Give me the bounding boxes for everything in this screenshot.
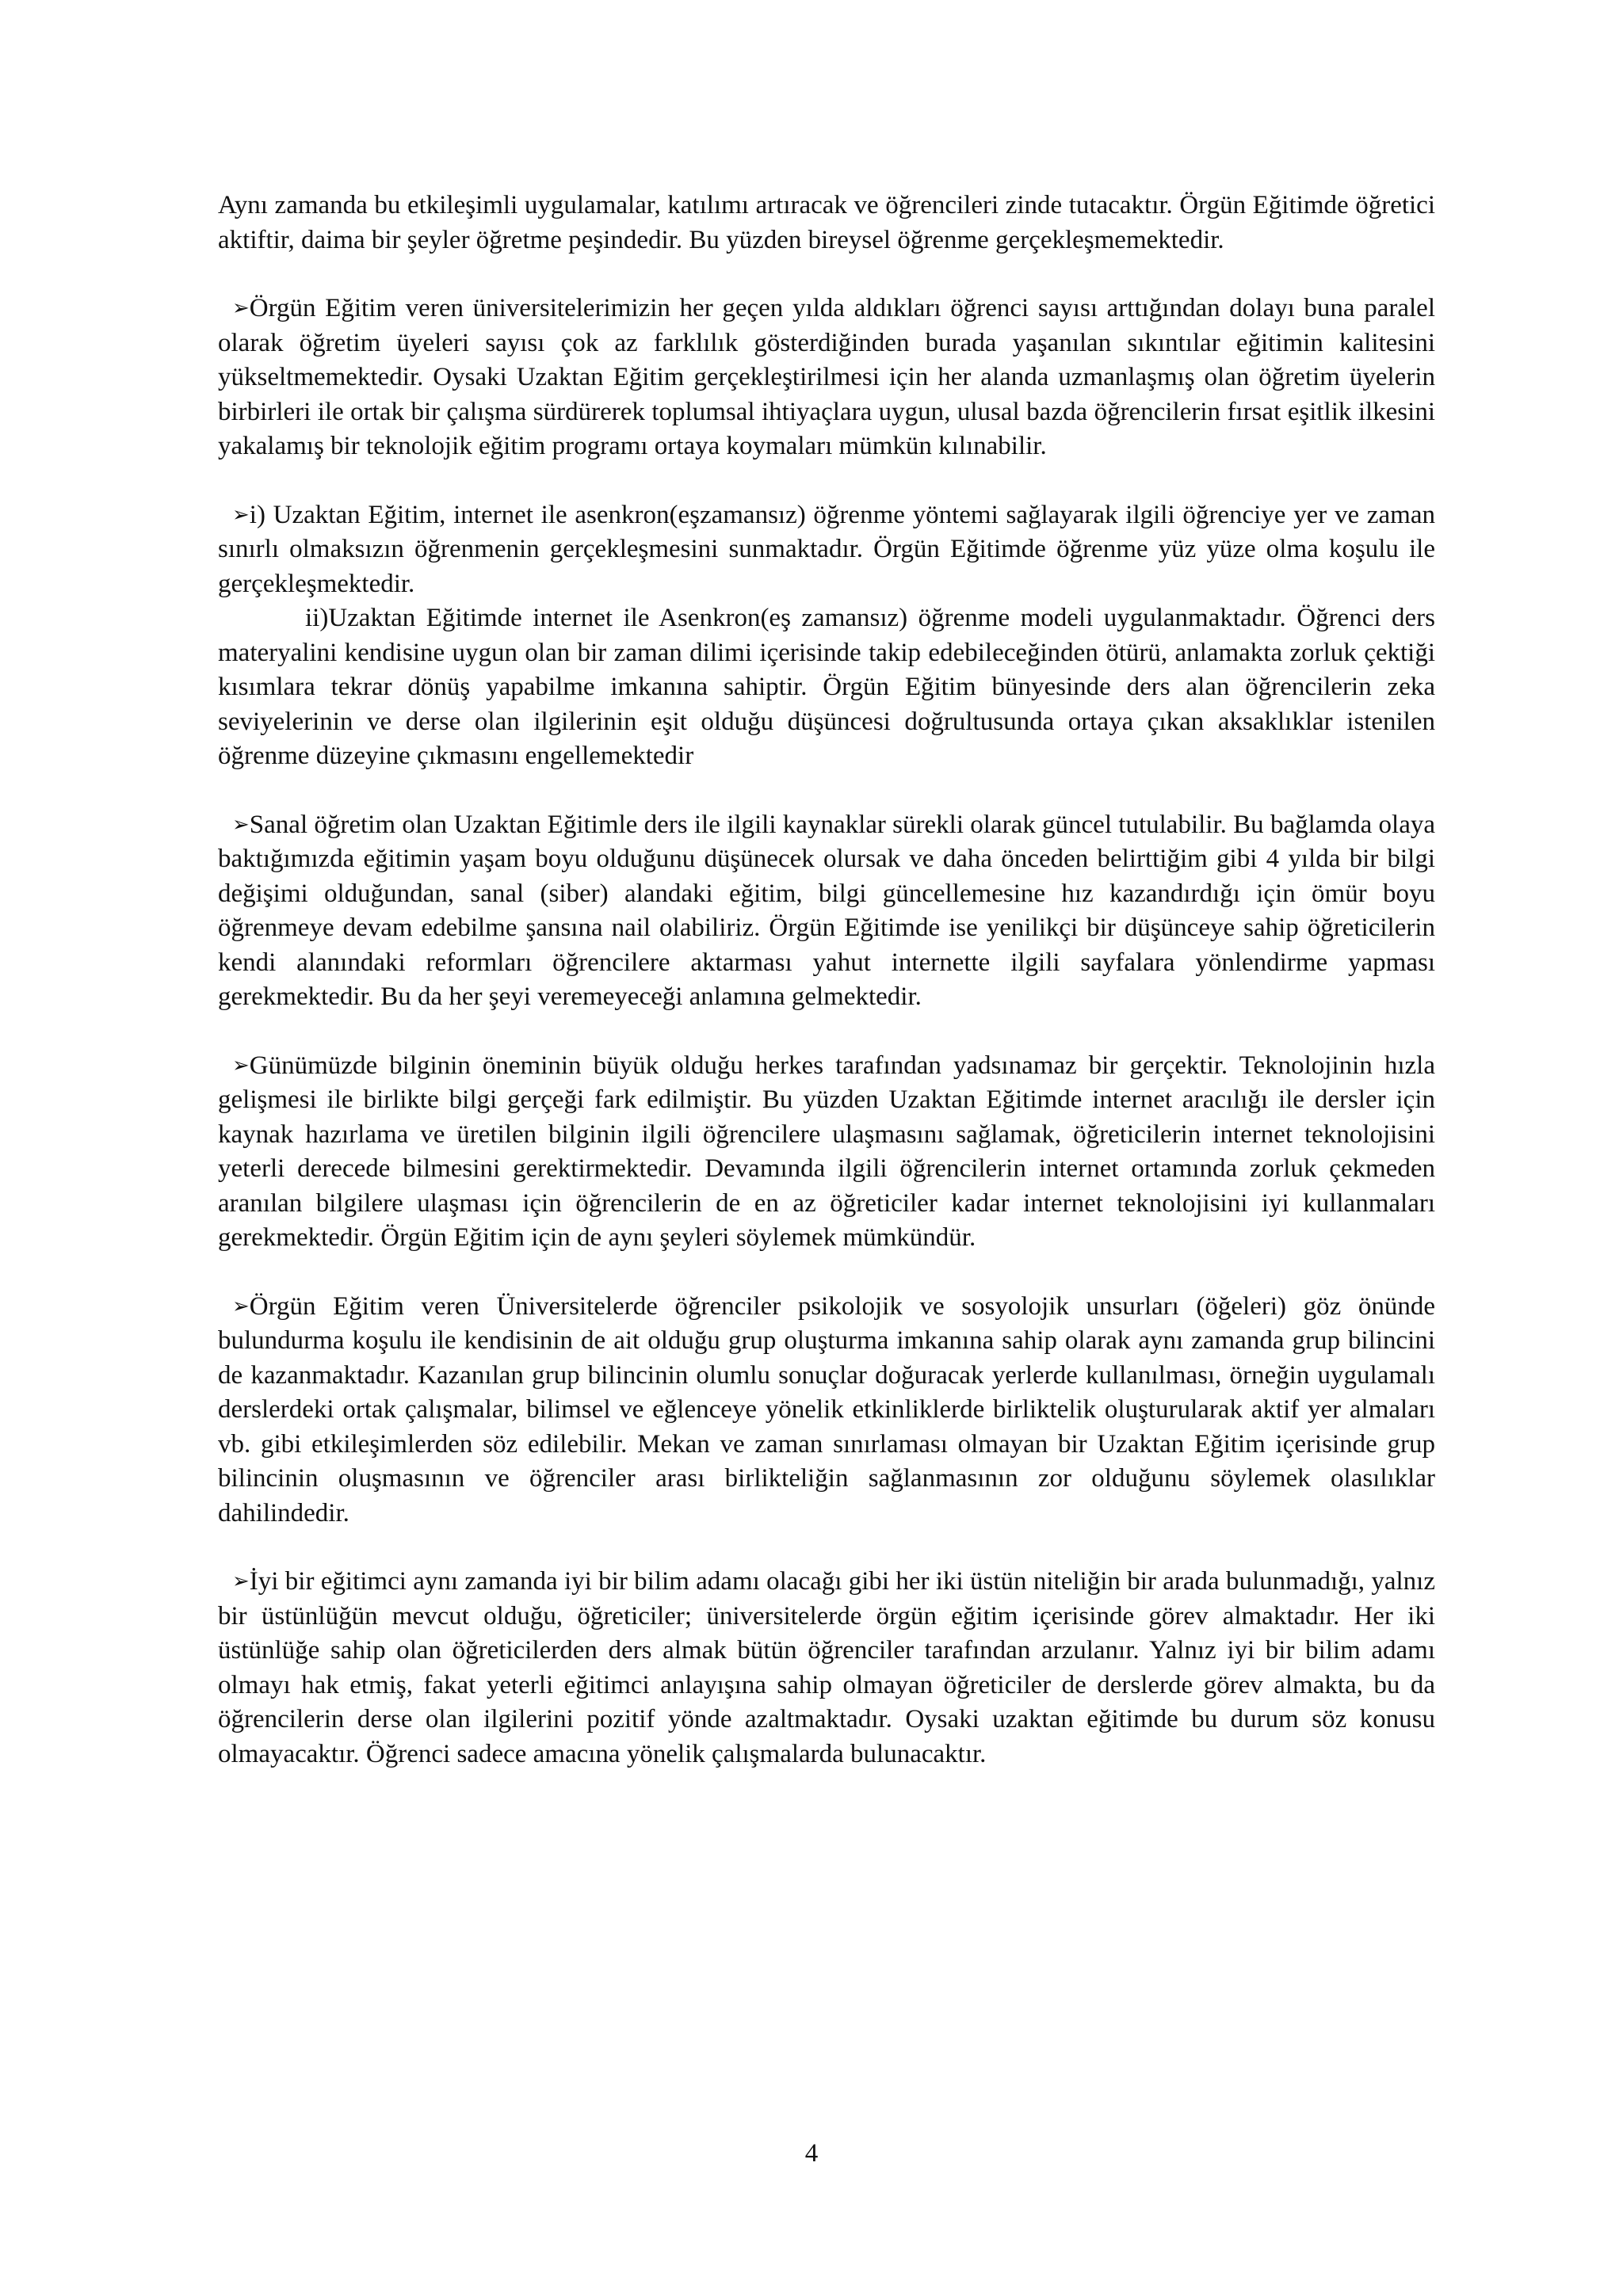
paragraph-1 (218, 189, 1435, 257)
paragraph-6 (218, 1049, 1435, 1256)
paragraph-text: Örgün Eğitim veren Üniversitelerde öğrenciler psikolojik ve sosyolojik unsurları (öğeleri) göz önünde bulundurma koşulu ile kendisinin de ait olduğu grup oluşturma imkanına sahip olarak aynı zamanda grup bilincini de kazanmaktadır. Kazanılan grup bilincinin olumlu sonuçlar doğuracak yerlerde kullanılması, örneğin uygulamalı derslerdeki ortak çalışmalar, bilimsel ve eğlenceye yönelik etkinliklerde birliktelik oluşturularak aktif yer almaları vb. gibi etkileşimlerden söz edilebilir. Mekan ve zaman sınırlaması olmayan bir Uzaktan Eğitim içerisinde grup bilincinin oluşmasının ve öğrenciler arası birlikteliğin sağlanmasının zor olduğunu söylemek olasılıklar dahilindedir. (218, 1291, 1435, 1527)
arrow-bullet-icon: ➢ (232, 812, 250, 837)
paragraph-text: Günümüzde bilginin öneminin büyük olduğu herkes tarafından yadsınamaz bir gerçektir. Teknolojinin hızla gelişmesi ile birlikte bilgi gerçeği fark edilmiştir. Bu yüzden Uzaktan Eğitimde internet aracılığı ile dersler için kaynak hazırlama ve üretilen bilginin ilgili öğrencilere ulaşmasını sağlamak, öğreticilerin internet teknolojisini yeterli derecede bilmesini gerektirmektedir. Devamında ilgili öğrencilerin internet ortamında zorluk çekmeden aranılan bilgilere ulaşması için öğrencilerin de en az öğreticiler kadar internet teknolojisini iyi kullanmaları gerekmektedir. Örgün Eğitim için de aynı şeyleri söylemek mümkündür. (218, 1051, 1435, 1252)
paragraph-text: ii)Uzaktan Eğitimde internet ile Asenkron(eş zamansız) öğrenme modeli uygulanmaktadır. Öğrenci ders materyalini kendisine uygun olan bir zaman dilimi içerisinde takip edebileceğinden ötürü, anlamakta zorluk çektiği kısımlara tekrar dönüş yapabilme imkanına sahiptir. Örgün Eğitim bünyesinde ders alan öğrencilerin zeka seviyelerinin ve derse olan ilgilerinin eşit olduğu düşüncesi doğrultusunda ortaya çıkan aksaklıklar istenilen öğrenme düzeyine çıkmasını engellemektedir (218, 604, 1435, 770)
arrow-bullet-icon: ➢ (232, 1294, 250, 1318)
paragraph-8 (218, 1565, 1435, 1772)
arrow-bullet-icon: ➢ (232, 1569, 250, 1593)
paragraph-3 (218, 498, 1435, 602)
paragraph-text: İyi bir eğitimci aynı zamanda iyi bir bilim adamı olacağı gibi her iki üstün niteliğin bir arada bulunmadığı, yalnız bir üstünlüğün mevcut olduğu, öğreticiler; üniversitelerde örgün eğitim içerisinde görev almaktadır. Her iki üstünlüğe sahip olan öğreticilerden ders almak bütün öğrenciler tarafından arzulanır. Yalnız iyi bir bilim adamı olmayı hak etmiş, fakat yeterli eğitimci anlayışına sahip olmayan öğreticiler de derslerde görev almakta, bu da öğrencilerin derse olan ilgilerini pozitif yönde azaltmaktadır. Oysaki uzaktan eğitimde bu durum söz konusu olmayacaktır. Öğrenci sadece amacına yönelik çalışmalarda bulunacaktır. (218, 1567, 1435, 1768)
arrow-bullet-icon: ➢ (232, 1053, 250, 1077)
paragraph-7 (218, 1290, 1435, 1531)
arrow-bullet-icon: ➢ (232, 502, 250, 527)
paragraph-2 (218, 292, 1435, 464)
page-number: 4 (804, 2139, 819, 2168)
paragraph-4 (218, 601, 1435, 774)
document-body (218, 189, 1435, 1772)
paragraph-text: i) Uzaktan Eğitim, internet ile asenkron(eşzamansız) öğrenme yöntemi sağlayarak ilgili öğrenciye yer ve zaman sınırlı olmaksızın öğrenmenin gerçekleşmesini sunmaktadır. Örgün Eğitimde öğrenme yüz yüze olma koşulu ile gerçekleşmektedir. (218, 500, 1435, 598)
paragraph-text: Aynı zamanda bu etkileşimli uygulamalar, katılımı artıracak ve öğrencileri zinde tutacaktır. Örgün Eğitimde öğretici aktiftir, daima bir şeyler öğretme peşindedir. Bu yüzden bireysel öğrenme gerçekleşmemektedir. (218, 191, 1435, 254)
paragraph-text: Örgün Eğitim veren üniversitelerimizin her geçen yılda aldıkları öğrenci sayısı arttığından dolayı buna paralel olarak öğretim üyeleri sayısı çok az farklılık gösterdiğinden burada yaşanılan sıkıntılar eğitimin kalitesini yükseltmemektedir. Oysaki Uzaktan Eğitim gerçekleştirilmesi için her alanda uzmanlaşmış olan öğretim üyelerin birbirleri ile ortak bir çalışma sürdürerek toplumsal ihtiyaçlara uygun, ulusal bazda öğrencilerin fırsat eşitlik ilkesini yakalamış bir teknolojik eğitim programı ortaya koymaları mümkün kılınabilir. (218, 294, 1435, 460)
paragraph-5 (218, 808, 1435, 1015)
paragraph-text: Sanal öğretim olan Uzaktan Eğitimle ders ile ilgili kaynaklar sürekli olarak güncel tutulabilir. Bu bağlamda olaya baktığımızda eğitimin yaşam boyu olduğunu düşünecek olursak ve daha önceden belirttiğim gibi 4 yılda bir bilgi değişimi olduğundan, sanal (siber) alandaki eğitim, bilgi güncellemesine hız kazandırdığı için ömür boyu öğrenmeye devam edebilme şansına nail olabiliriz. Örgün Eğitimde ise yenilikçi bir düşünceye sahip öğreticilerin kendi alanındaki reformları öğrencilere aktarması yahut internette ilgili sayfalara yönlendirme yapması gerekmektedir. Bu da her şeyi veremeyeceği anlamına gelmektedir. (218, 810, 1435, 1011)
arrow-bullet-icon: ➢ (232, 296, 250, 320)
